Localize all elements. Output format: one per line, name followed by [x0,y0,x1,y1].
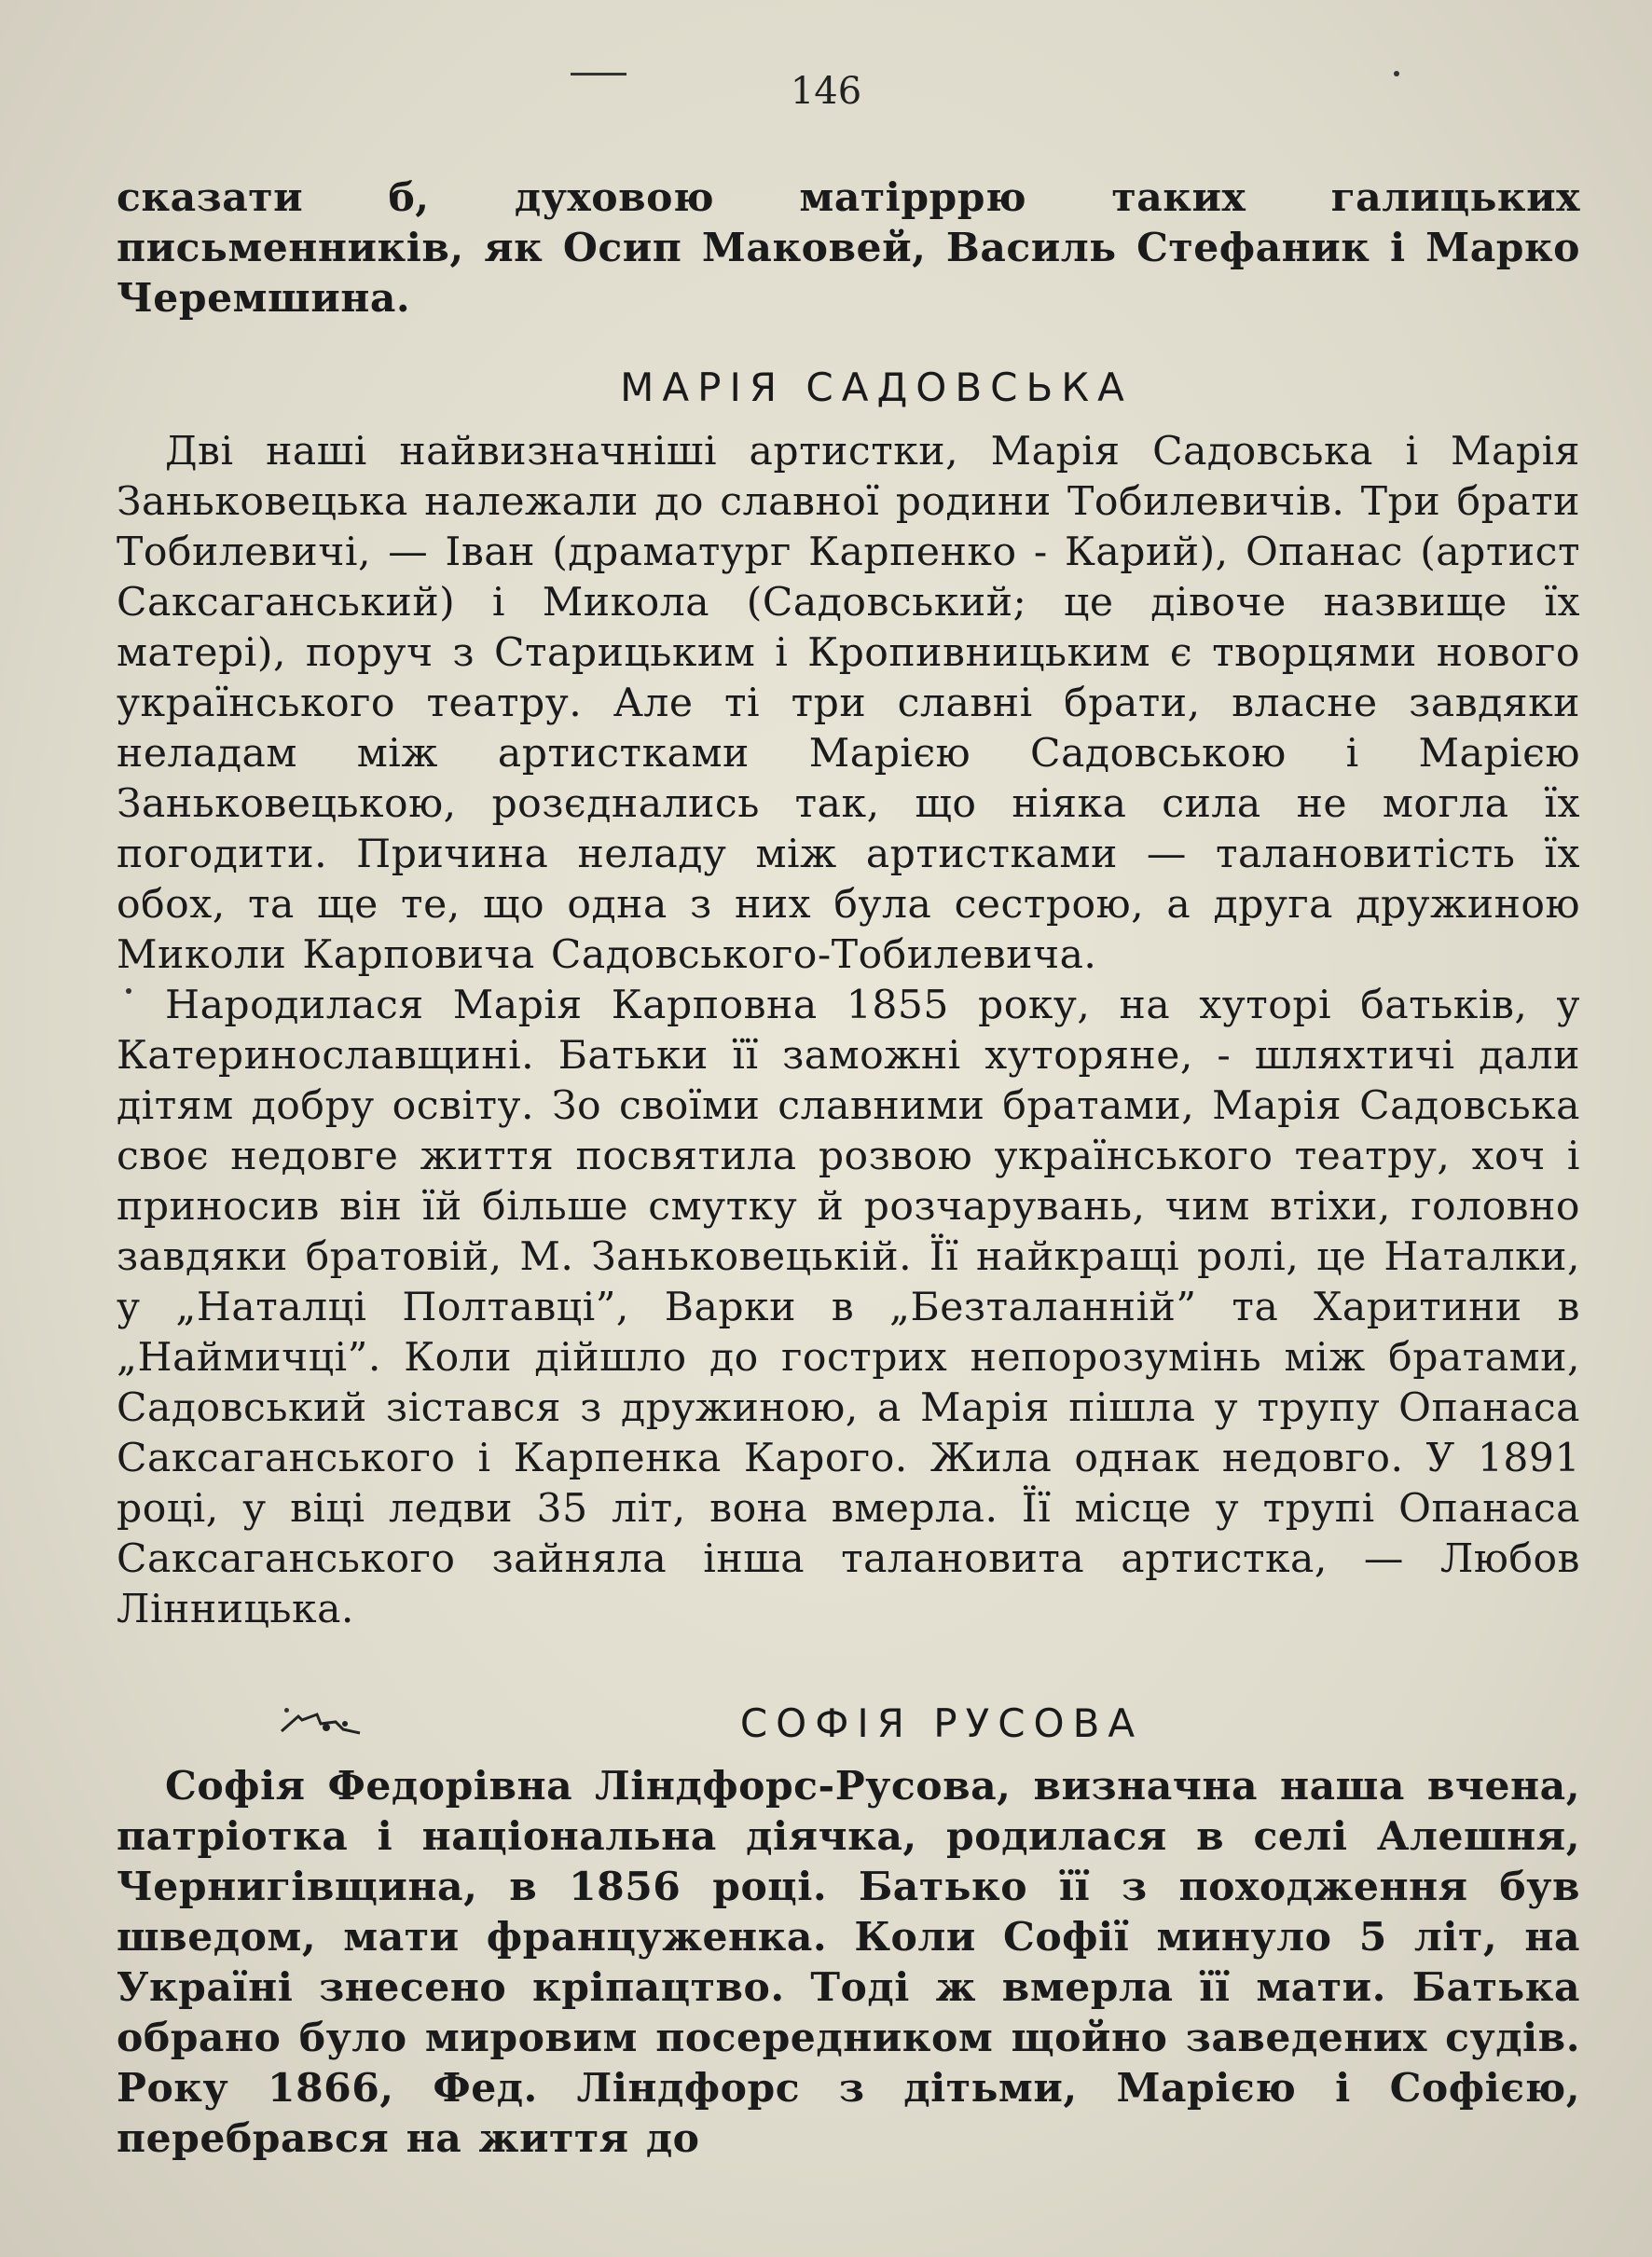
page-number: 146 [790,70,862,113]
paragraph-continuation: сказати б, духовою матірррю таких галицьких письменників, як Осип Маковей, Василь Стефаник і Марко Черемшина. [117,174,1580,322]
ink-smudge-decoration [280,1711,364,1737]
print-speck [1394,71,1399,76]
print-speck [126,988,131,994]
section-heading-sofia-rusova: СОФІЯ РУСОВА [739,1700,1144,1746]
paragraph-sadovska-biography: Народилася Марія Карповна 1855 року, на хуторі батьків, у Катеринославщині. Батьки її заможні хуторяне, - шляхтичі дали дітям добру освіту. Зо своїми славними братами, Марія Садовська своє недовге життя посвятила розвою українського театру, хоч і приносив він їй більше смутку й розчарувань, чим втіхи, головно завдяки братовій, М. Заньковецькій. Її найкращі ролі, це Наталки, у „Наталці Полтавці”, Варки в „Безталанній” та Харитини в „Наймичці”. Коли дійшло до гострих непорозумінь між братами, Садовський зістався з дружиною, а Марія пішла у трупу Опанаса Саксаганського і Карпенка Карого. Жила однак недовго. У 1891 році, у віці ледви 35 літ, вона вмерла. Її місце у трупі Опанаса Саксаганського зайняла інша талановита артистка, — Любов Лінницька. [117,983,1580,1632]
print-speck [284,1708,289,1713]
text-column [117,172,1580,2164]
paragraph-sadovska-intro: Дві наші найвизначніші артистки, Марія Садовська і Марія Заньковецька належали до славної родини Тобилевичів. Три брати Тобилевичі, — Іван (драматург Карпенко - Карий), Опанас (артист Саксаганський) і Микола (Садовський; це дівоче назвище їх матері), поруч з Старицьким і Кропивницьким є творцями нового українського театру. Але ті три славні брати, власне завдяки неладам між артистками Марією Садовською і Марією Заньковецькою, розєднались так, що ніяка сила не могла їх погодити. Причина неладу між артистками — талановитість їх обох, та ще те, що одна з них була сестрою, а друга дружиною Миколи Карповича Садовського-Тобилевича. [117,429,1580,978]
section-heading-maria-sadovska: МАРІЯ САДОВСЬКА [620,365,1133,410]
paragraph-rusova-biography: Софія Федорівна Ліндфорс-Русова, визначна наша вчена, патріотка і національна діячка, родилася в селі Алешня, Чернигівщина, в 1856 році. Батько її з походження був шведом, мати француженка. Коли Софії минуло 5 літ, на Україні знесено кріпацтво. Тоді ж вмерла її мати. Батька обрано було мировим посередником щойно заведених судів. Року 1866, Фед. Ліндфорс з дітьми, Марією і Софією, перебрався на життя до [117,1763,1580,2162]
